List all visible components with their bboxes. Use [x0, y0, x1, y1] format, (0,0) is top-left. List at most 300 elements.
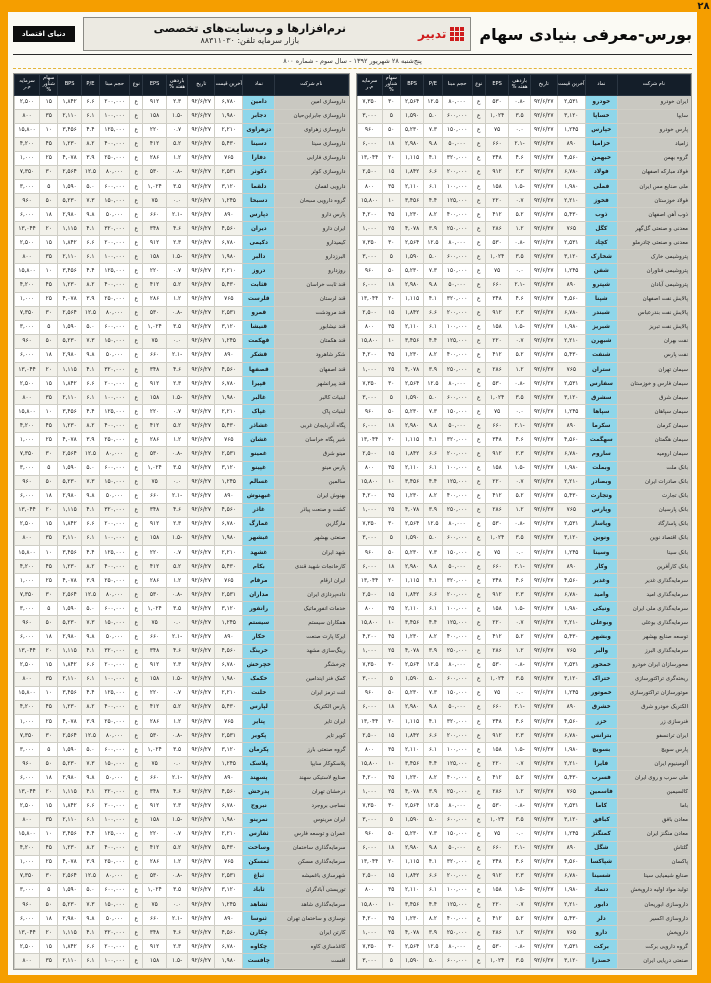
company-name: ایران خودرو — [617, 95, 690, 109]
data-cell: ع — [472, 686, 485, 700]
data-cell: ۲,۵۳۱ — [215, 588, 243, 602]
data-cell: ۰.۰ — [166, 334, 188, 348]
ticker-symbol: دپارس — [243, 208, 275, 222]
data-cell: ۳.۹ — [424, 926, 442, 940]
data-cell: ۳,۴۵۶ — [58, 827, 81, 841]
company-name: داروسازی سینا — [275, 137, 348, 151]
data-cell: ۳۴۸ — [143, 644, 166, 658]
company-name: شیر پگاه خراسان — [275, 433, 348, 447]
data-cell: ع — [472, 546, 485, 560]
ticker-symbol: مرقام — [243, 574, 275, 588]
data-cell: ۹۶۰ — [357, 827, 382, 841]
ticker-symbol: خشرق — [585, 700, 617, 714]
data-cell: ع — [130, 771, 143, 785]
company-name: داروپخش — [617, 926, 690, 940]
data-cell: ۷,۳۵۰ — [15, 588, 40, 602]
column-header: سهام شناور % — [40, 75, 58, 96]
data-cell: -۱.۵ — [509, 180, 531, 194]
ticker-symbol: سهگمت — [585, 433, 617, 447]
data-cell: ۰.۰ — [509, 827, 531, 841]
data-cell: ۱.۲ — [509, 503, 531, 517]
data-cell: ع — [130, 940, 143, 954]
ticker-symbol: کمنگنز — [585, 827, 617, 841]
ticker-symbol: غشان — [243, 433, 275, 447]
data-cell: ۷,۳۵۰ — [15, 729, 40, 743]
data-cell: ۱,۰۰۰ — [357, 363, 382, 377]
data-cell: ۲,۵۳۱ — [557, 517, 585, 531]
data-cell: ۳.۵ — [509, 391, 531, 405]
data-cell: ۱,۰۰۰ — [357, 503, 382, 517]
table-row — [15, 320, 349, 334]
data-cell: ۱۰ — [382, 475, 400, 489]
data-cell: ۹۲/۶/۲۷ — [188, 588, 215, 602]
data-cell: ۹۲/۶/۲۷ — [188, 940, 215, 954]
company-name: رینگ‌سازی مشهد — [275, 644, 348, 658]
data-cell: ۴.۶ — [509, 433, 531, 447]
data-cell: ۶۰۰,۰۰۰ — [442, 954, 472, 969]
data-cell: ۱۵ — [40, 95, 58, 109]
data-cell: ۱۵۰,۰۰۰ — [100, 334, 130, 348]
data-cell: ۹۶۰ — [357, 405, 382, 419]
company-name: گروه دارویی سبحان — [275, 194, 348, 208]
table-row — [357, 306, 691, 320]
company-name: سیمان هگمتان — [617, 433, 690, 447]
data-cell: ۹۲/۶/۲۷ — [530, 194, 557, 208]
data-cell: ۱,۸۴۲ — [58, 95, 81, 109]
data-cell: ۱۵۰,۰۰۰ — [100, 194, 130, 208]
table-row — [357, 377, 691, 391]
data-cell: ۱۵,۸۰۰ — [357, 475, 382, 489]
data-cell: ۹۲/۶/۲۷ — [188, 602, 215, 616]
table-row — [357, 630, 691, 644]
data-cell: ۵۳۰ — [485, 940, 508, 954]
data-cell: -۲.۱ — [166, 208, 188, 222]
ticker-symbol: قثابت — [243, 278, 275, 292]
data-cell: ۳,۴۵۶ — [58, 686, 81, 700]
table-row — [357, 855, 691, 869]
data-cell: ع — [472, 419, 485, 433]
data-cell: ۵,۴۳۰ — [215, 278, 243, 292]
ticker-symbol: مداران — [243, 588, 275, 602]
data-cell: ۱.۲ — [166, 855, 188, 869]
data-cell: ۹۲/۶/۲۷ — [530, 672, 557, 686]
data-cell: ۹۱۲ — [485, 306, 508, 320]
data-cell: ۹۲/۶/۲۷ — [188, 306, 215, 320]
company-name: سرمایه‌گذاری امید — [617, 588, 690, 602]
data-cell: ۲۵۰,۰۰۰ — [100, 714, 130, 728]
ticker-symbol: کچاد — [585, 236, 617, 250]
data-cell: ع — [130, 405, 143, 419]
data-cell: ۸۰,۰۰۰ — [442, 236, 472, 250]
data-cell: ۲۵۰,۰۰۰ — [442, 222, 472, 236]
data-cell: ۳۴۸ — [143, 926, 166, 940]
ticker-symbol: غمارگ — [243, 517, 275, 531]
data-cell: ۹۲/۶/۲۷ — [188, 461, 215, 475]
data-cell: ۸۰۰ — [357, 320, 382, 334]
data-cell: ع — [472, 363, 485, 377]
data-cell: ۳,۰۰۰ — [357, 672, 382, 686]
data-cell: ع — [130, 109, 143, 123]
table-row — [15, 531, 349, 545]
ticker-symbol: بکام — [243, 560, 275, 574]
data-cell: ۳۲۰,۰۰۰ — [442, 292, 472, 306]
data-cell: ۹۲/۶/۲۷ — [188, 165, 215, 179]
data-cell: ۹۲/۶/۲۷ — [530, 602, 557, 616]
data-cell: ۹۲/۶/۲۷ — [530, 264, 557, 278]
ticker-symbol: غبشهر — [243, 531, 275, 545]
data-cell: ۹۲/۶/۲۷ — [530, 95, 557, 109]
data-cell: ۳,۰۰۰ — [15, 743, 40, 757]
data-cell: -۲.۱ — [509, 137, 531, 151]
column-header: سهام شناور % — [382, 75, 400, 96]
data-cell: ۸۰۰ — [357, 180, 382, 194]
data-cell: ۲۵ — [40, 433, 58, 447]
data-cell: ۱۲.۵ — [81, 869, 99, 883]
data-cell: ۱۰ — [40, 827, 58, 841]
data-cell: ۱,۲۴۵ — [215, 194, 243, 208]
data-cell: ۹۲/۶/۲۷ — [188, 236, 215, 250]
data-cell: ۱,۰۰۰ — [15, 714, 40, 728]
data-cell: ۳,۴۵۶ — [400, 616, 423, 630]
column-header: نوع — [130, 75, 143, 96]
data-cell: ۳۵ — [40, 672, 58, 686]
data-cell: ۷,۳۵۰ — [357, 236, 382, 250]
data-cell: ۴۰۰,۰۰۰ — [442, 208, 472, 222]
data-cell: ۶.۶ — [424, 165, 442, 179]
data-cell: ۸۰۰ — [357, 602, 382, 616]
data-cell: ۲۰۰,۰۰۰ — [100, 377, 130, 391]
data-cell: -۰.۸ — [166, 165, 188, 179]
data-cell: ۹۶۰ — [15, 194, 40, 208]
data-cell: ۷۵ — [485, 827, 508, 841]
data-cell: ۲,۵۳۱ — [215, 447, 243, 461]
data-cell: ۵,۴۳۰ — [557, 771, 585, 785]
data-cell: ۷۵ — [485, 686, 508, 700]
data-cell: ۱,۹۸۰ — [557, 883, 585, 897]
company-name: ایران مرینوس — [275, 813, 348, 827]
data-cell: ۳.۵ — [166, 180, 188, 194]
data-cell: ۹۲/۶/۲۷ — [530, 799, 557, 813]
ticker-symbol: دسینا — [243, 137, 275, 151]
data-cell: ع — [130, 306, 143, 320]
data-cell: ۱۵ — [382, 588, 400, 602]
data-cell: ۲۵۰,۰۰۰ — [442, 503, 472, 517]
company-name: ایران ترانسفو — [617, 729, 690, 743]
data-cell: ۰.۷ — [509, 616, 531, 630]
data-cell: ۵.۲ — [166, 700, 188, 714]
data-cell: ۲,۱۱۰ — [58, 672, 81, 686]
data-cell: ۴.۶ — [166, 926, 188, 940]
data-cell: ۹۲/۶/۲۷ — [188, 855, 215, 869]
data-cell: ۴۱۲ — [485, 771, 508, 785]
data-cell: ۱۲.۵ — [424, 517, 442, 531]
data-cell: ۱,۹۸۰ — [557, 180, 585, 194]
data-cell: ۲,۵۰۰ — [15, 658, 40, 672]
ticker-symbol: ثفارس — [243, 827, 275, 841]
ticker-symbol: پکرمان — [243, 743, 275, 757]
data-cell: ۱۸ — [382, 560, 400, 574]
data-cell: ۴,۵۶۰ — [557, 855, 585, 869]
data-cell: ع — [130, 264, 143, 278]
data-cell: ۰.۷ — [166, 686, 188, 700]
data-cell: ۲,۹۸۰ — [400, 560, 423, 574]
data-cell: ع — [472, 700, 485, 714]
data-cell: ۹۲/۶/۲۷ — [188, 348, 215, 362]
data-cell: ۶۶۰ — [143, 208, 166, 222]
page-title: بورس-معرفی بنیادی سهام — [479, 24, 692, 44]
data-cell: ۱,۲۴۵ — [215, 616, 243, 630]
data-cell: ع — [472, 743, 485, 757]
data-cell: ع — [130, 883, 143, 897]
table-row — [15, 729, 349, 743]
company-name: پارس دارو — [275, 208, 348, 222]
data-cell: ۶,۰۰۰ — [357, 700, 382, 714]
data-cell: -۰.۸ — [509, 236, 531, 250]
data-cell: ۷۵ — [485, 405, 508, 419]
table-row — [357, 813, 691, 827]
data-cell: ۹۶۰ — [15, 475, 40, 489]
company-name: سیمان کرمان — [617, 419, 690, 433]
data-cell: ۴۵ — [382, 208, 400, 222]
data-cell: ۱۸ — [40, 208, 58, 222]
ticker-symbol: خچرخش — [243, 658, 275, 672]
table-row — [15, 799, 349, 813]
company-name: سرمایه‌گذاری شاهد — [275, 897, 348, 911]
dateline: پنج‌شنبه ۲۸ شهریور ۱۳۹۲ - سال سوم - شماره ۸۰۰ — [13, 54, 692, 69]
company-name: عمران و توسعه فارس — [275, 827, 348, 841]
data-cell: ۶.۱ — [81, 250, 99, 264]
data-cell: -۲.۱ — [166, 630, 188, 644]
data-cell: ۳,۴۵۶ — [400, 475, 423, 489]
data-cell: ۲,۲۱۰ — [557, 194, 585, 208]
data-cell: -۱.۵ — [166, 813, 188, 827]
data-cell: ۲۰۰,۰۰۰ — [442, 588, 472, 602]
data-cell: ۸۰,۰۰۰ — [442, 517, 472, 531]
data-cell: ۷,۳۵۰ — [357, 95, 382, 109]
table-row — [357, 109, 691, 123]
data-cell: ع — [130, 672, 143, 686]
data-cell: ۱۲۵,۰۰۰ — [442, 194, 472, 208]
data-cell: ۱,۸۴۲ — [58, 658, 81, 672]
data-cell: ۲,۵۳۱ — [557, 658, 585, 672]
data-cell: -۰.۸ — [509, 658, 531, 672]
data-cell: ۸.۲ — [81, 700, 99, 714]
data-cell: ۹۲/۶/۲۷ — [188, 320, 215, 334]
column-header: حجم مبنا — [100, 75, 130, 96]
company-name: کارتن ایران — [275, 926, 348, 940]
data-cell: ۶.۶ — [81, 95, 99, 109]
data-cell: ع — [130, 841, 143, 855]
data-cell: ۱۵۸ — [143, 109, 166, 123]
company-name: کشت و صنعت پیاذر — [275, 503, 348, 517]
data-cell: ۸.۲ — [424, 630, 442, 644]
data-cell: ۱,۰۲۴ — [485, 250, 508, 264]
data-cell: ۶.۶ — [424, 869, 442, 883]
ticker-symbol: نمرینو — [243, 813, 275, 827]
data-cell: ۲,۲۱۰ — [215, 686, 243, 700]
data-cell: ۵۰,۰۰۰ — [442, 560, 472, 574]
ticker-symbol: ثاباد — [243, 883, 275, 897]
data-cell: ۱,۸۴۲ — [400, 165, 423, 179]
ticker-symbol: وبملت — [585, 461, 617, 475]
ticker-symbol: سیستم — [243, 616, 275, 630]
data-cell: ۵۳۰ — [485, 799, 508, 813]
data-cell: ۳.۹ — [424, 222, 442, 236]
data-cell: ۲.۳ — [166, 799, 188, 813]
table-row — [15, 264, 349, 278]
table-row — [15, 883, 349, 897]
data-cell: ع — [472, 250, 485, 264]
data-cell: ۰.۰ — [166, 194, 188, 208]
data-cell: -۲.۱ — [509, 841, 531, 855]
data-cell: ۱,۰۲۴ — [143, 461, 166, 475]
data-cell: ۶,۰۰۰ — [15, 489, 40, 503]
data-cell: ۹۲/۶/۲۷ — [188, 405, 215, 419]
data-cell: ۴.۱ — [424, 433, 442, 447]
data-cell: ۲۵۰,۰۰۰ — [100, 292, 130, 306]
data-cell: ۳۰ — [382, 658, 400, 672]
company-name: ملی سرب و روی ایران — [617, 771, 690, 785]
data-cell: ۴,۰۷۸ — [400, 644, 423, 658]
data-cell: ۳.۹ — [81, 433, 99, 447]
data-cell: ۱,۵۹۰ — [400, 954, 423, 969]
data-cell: ۱۲.۵ — [424, 95, 442, 109]
data-cell: ۱۵,۸۰۰ — [357, 194, 382, 208]
data-cell: ۷۶۵ — [557, 503, 585, 517]
ticker-symbol: کبافق — [585, 813, 617, 827]
data-cell: ۷۶۵ — [557, 785, 585, 799]
table-row — [357, 883, 691, 897]
data-cell: ۵۰ — [382, 264, 400, 278]
data-cell: ۳۰ — [40, 306, 58, 320]
column-header: EPS — [485, 75, 508, 96]
data-cell: ۳,۰۰۰ — [357, 531, 382, 545]
stock-table-right — [357, 74, 692, 969]
data-cell: ۹۲/۶/۲۷ — [188, 672, 215, 686]
data-cell: ۷.۳ — [81, 194, 99, 208]
data-cell: ع — [130, 363, 143, 377]
data-cell: ۵۳۰ — [143, 729, 166, 743]
data-cell: ۲,۲۱۰ — [215, 123, 243, 137]
data-cell: ۲,۹۸۰ — [400, 419, 423, 433]
data-cell: ۹۲/۶/۲۷ — [530, 391, 557, 405]
data-cell: ۱۰ — [40, 123, 58, 137]
data-cell: ۳۲۰,۰۰۰ — [100, 222, 130, 236]
data-cell: ۱۰۰,۰۰۰ — [442, 602, 472, 616]
data-cell: ۷.۳ — [424, 123, 442, 137]
data-cell: ۵.۰ — [424, 531, 442, 545]
data-cell: ع — [130, 151, 143, 165]
data-cell: ۱,۵۹۰ — [400, 672, 423, 686]
ticker-symbol: وپاسار — [585, 517, 617, 531]
data-cell: ۷۶۵ — [215, 855, 243, 869]
data-cell: ۴.۶ — [166, 785, 188, 799]
table-row — [15, 377, 349, 391]
data-cell: ۴,۵۶۰ — [215, 785, 243, 799]
data-cell: ع — [130, 531, 143, 545]
data-cell: ۸۰,۰۰۰ — [442, 658, 472, 672]
company-name: قند نیشابور — [275, 320, 348, 334]
company-name: سرمایه‌گذاری البرز — [617, 644, 690, 658]
table-row — [15, 475, 349, 489]
data-cell: ۵,۲۳۰ — [400, 405, 423, 419]
ticker-symbol: غسالم — [243, 475, 275, 489]
column-header: حجم مبنا — [442, 75, 472, 96]
table-row — [15, 841, 349, 855]
data-cell: ۲,۵۳۱ — [215, 869, 243, 883]
data-cell: ۱,۵۹۰ — [400, 531, 423, 545]
data-cell: ۱,۰۲۴ — [485, 813, 508, 827]
data-cell: ع — [472, 264, 485, 278]
data-cell: ۰.۰ — [509, 405, 531, 419]
table-row — [15, 363, 349, 377]
company-name: شهرسازی باغمیشه — [275, 869, 348, 883]
data-cell: ۳۰ — [382, 377, 400, 391]
data-cell: ۹۲/۶/۲۷ — [188, 785, 215, 799]
data-cell: ۲,۵۰۰ — [357, 165, 382, 179]
data-cell: ۳۵ — [40, 954, 58, 969]
data-cell: -۲.۱ — [509, 700, 531, 714]
data-cell: ۰.۰ — [166, 897, 188, 911]
table-row — [15, 954, 349, 969]
company-name: الکتریک خودرو شرق — [617, 700, 690, 714]
data-cell: ۸۹۰ — [557, 560, 585, 574]
data-cell: ۱,۸۴۲ — [58, 799, 81, 813]
data-cell: ۱.۲ — [509, 926, 531, 940]
data-cell: ۱,۰۰۰ — [357, 644, 382, 658]
data-cell: ع — [472, 109, 485, 123]
data-cell: ۱,۰۰۰ — [15, 433, 40, 447]
data-cell: ۱۵,۸۰۰ — [357, 757, 382, 771]
ticker-symbol: ذوب — [585, 208, 617, 222]
data-cell: ۱۰ — [382, 616, 400, 630]
data-cell: ۳,۴۵۶ — [400, 897, 423, 911]
data-cell: ۴.۶ — [509, 574, 531, 588]
data-cell: ۲۰ — [40, 926, 58, 940]
ticker-symbol: دکیمی — [243, 236, 275, 250]
data-cell: ۹۲/۶/۲۷ — [530, 912, 557, 926]
data-cell: ۲,۱۱۰ — [58, 954, 81, 969]
data-cell: ع — [472, 391, 485, 405]
data-cell: ۸۰,۰۰۰ — [100, 869, 130, 883]
ticker-symbol: فسرب — [585, 771, 617, 785]
data-cell: ۳۵ — [382, 320, 400, 334]
data-cell: ۶,۷۸۰ — [557, 588, 585, 602]
data-cell: ۶,۷۸۰ — [215, 236, 243, 250]
data-cell: ۵,۲۳۰ — [58, 475, 81, 489]
data-cell: ع — [472, 180, 485, 194]
data-cell: ۵۰ — [382, 546, 400, 560]
data-cell: ۹۱۲ — [143, 95, 166, 109]
table-row — [15, 827, 349, 841]
ticker-symbol: شپترو — [585, 278, 617, 292]
table-row — [15, 95, 349, 109]
data-cell: ۲,۵۳۱ — [215, 306, 243, 320]
data-cell: ۳۲۰,۰۰۰ — [100, 503, 130, 517]
data-cell: ۴۵ — [382, 348, 400, 362]
data-cell: ۵۳۰ — [143, 447, 166, 461]
data-cell: ۹۱۲ — [143, 799, 166, 813]
data-cell: ۱,۰۲۴ — [143, 180, 166, 194]
data-cell: ۱,۱۱۵ — [400, 433, 423, 447]
data-cell: ۱۲.۵ — [81, 588, 99, 602]
company-name: مارگارین — [275, 517, 348, 531]
data-cell: ۲.۳ — [509, 447, 531, 461]
data-cell: ۲.۳ — [166, 377, 188, 391]
data-cell: ۳۵ — [40, 531, 58, 545]
data-cell: ۴۰۰,۰۰۰ — [100, 278, 130, 292]
data-cell: ۵.۲ — [166, 419, 188, 433]
